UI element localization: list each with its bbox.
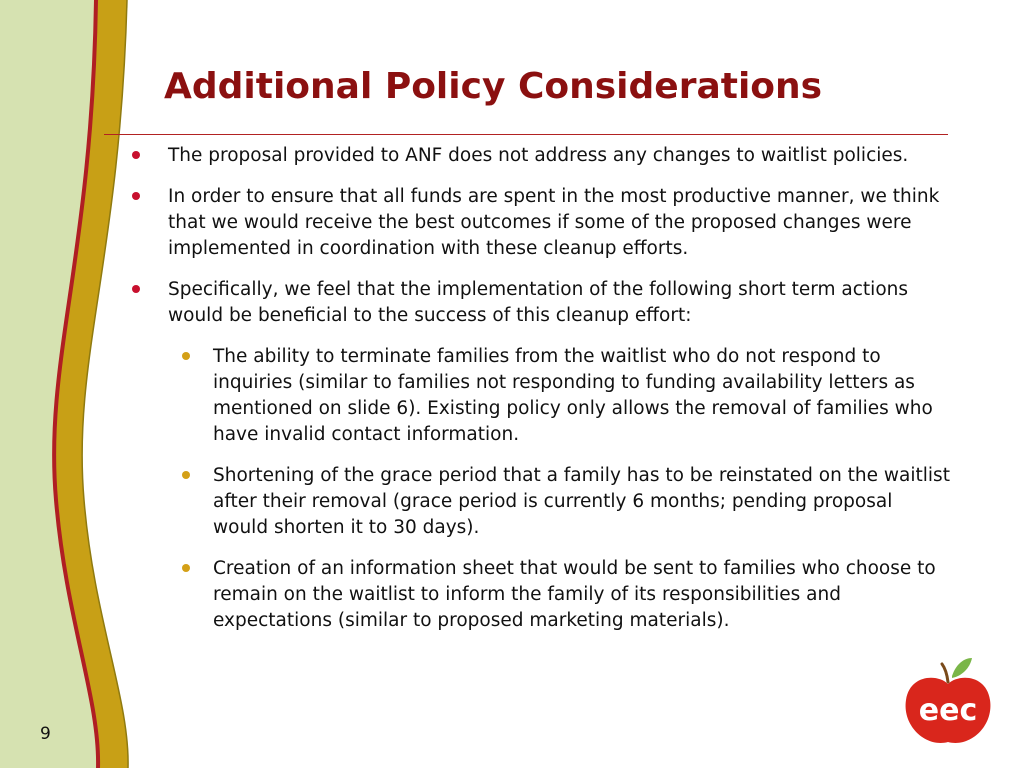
bullet-dot-icon [132, 151, 140, 159]
bullet-list [130, 143, 950, 649]
slide-number: 9 [40, 724, 51, 744]
list-item [130, 277, 950, 329]
list-item [130, 143, 950, 169]
list-item [130, 463, 950, 541]
title-divider [104, 134, 948, 135]
left-decorative-wave [0, 0, 140, 768]
logo-text: eec [918, 693, 978, 728]
list-item [130, 344, 950, 448]
bullet-text: The proposal provided to ANF does not address any changes to waitlist policies. [168, 145, 909, 166]
bullet-text: In order to ensure that all funds are spent in the most productive manner, we think that we would receive the best outcomes if some of the proposed changes were implemented in coordination with these cleanup efforts. [168, 186, 940, 259]
bullet-text: Specifically, we feel that the implementation of the following short term actions would be beneficial to the success of this cleanup effort: [168, 279, 908, 326]
sub-bullet-dot-icon [182, 471, 190, 479]
bullet-dot-icon [132, 192, 140, 200]
slide-title: Additional Policy Considerations [164, 66, 823, 107]
list-item [130, 556, 950, 634]
bullet-dot-icon [132, 285, 140, 293]
sub-bullet-text: Shortening of the grace period that a family has to be reinstated on the waitlist after their removal (grace period is currently 6 months; pending proposal would shorten it to 30 days). [213, 465, 950, 538]
sub-bullet-text: Creation of an information sheet that would be sent to families who choose to remain on the waitlist to inform the family of its responsibilities and expectations (similar to proposed marketing materials). [213, 558, 936, 631]
sub-bullet-dot-icon [182, 352, 190, 360]
list-item [130, 184, 950, 262]
sub-bullet-text: The ability to terminate families from the waitlist who do not respond to inquiries (similar to families not responding to funding availability letters as mentioned on slide 6). Existing policy only allows the removal of families who have invalid contact information. [213, 346, 933, 445]
apple-logo-icon [900, 656, 996, 748]
sub-bullet-dot-icon [182, 564, 190, 572]
